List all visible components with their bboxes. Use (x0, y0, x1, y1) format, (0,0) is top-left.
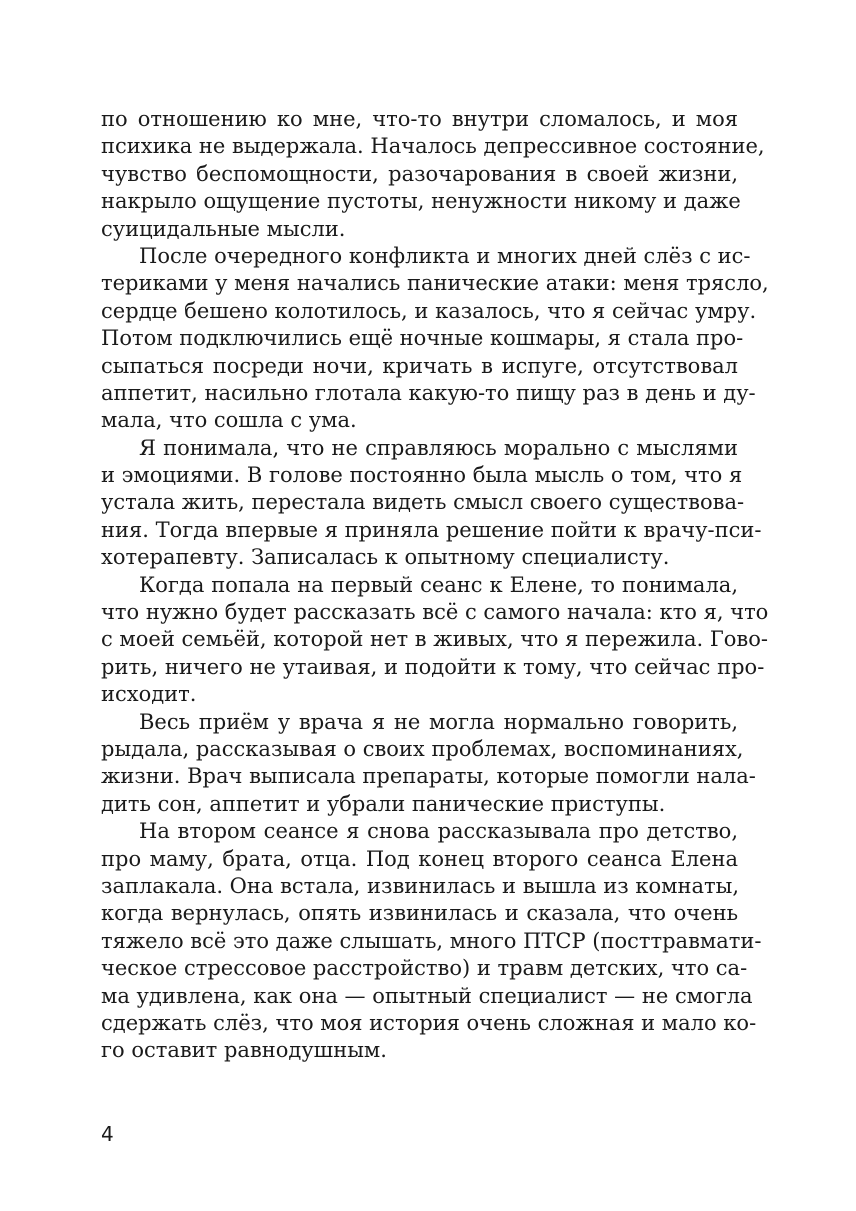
text-line: рыдала, рассказывая о своих проблемах, воспоминаниях, (101, 736, 744, 761)
text-line: когда вернулась, опять извинилась и сказала, что очень (101, 901, 738, 926)
text-line: про маму, брата, отца. Под конец второго сеанса Елена (101, 846, 738, 871)
text-line: и эмоциями. В голове постоянно была мысль о том, что я (101, 463, 743, 488)
text-line: дить сон, аппетит и убрали панические приступы. (101, 791, 666, 816)
text-line: сердце бешено колотилось, и казалось, что я сейчас умру. (101, 298, 757, 323)
text-line: рить, ничего не утаивая, и подойти к тому, что сейчас про- (101, 654, 765, 679)
text-line: устала жить, перестала видеть смысл своего существова- (101, 490, 745, 515)
text-line: мала, что сошла с ума. (101, 408, 357, 433)
text-line: сыпаться посреди ночи, кричать в испуге, отсутствовал (101, 353, 738, 378)
paragraph (101, 435, 762, 572)
text-line: хотерапевту. Записалась к опытному специалисту. (101, 545, 670, 570)
text-line: ческое стрессовое расстройство) и травм детских, что са- (101, 956, 748, 981)
paragraph (101, 572, 769, 709)
text-line: Когда попала на первый сеанс к Елене, то понимала, (139, 572, 738, 597)
text-line: психика не выдержала. Началось депрессивное состояние, (101, 134, 765, 159)
paragraph (101, 818, 762, 1065)
paragraph (101, 709, 756, 819)
paragraph (101, 243, 769, 435)
text-line: аппетит, насильно глотала какую-то пищу раз в день и ду- (101, 380, 756, 405)
text-line: ния. Тогда впервые я приняла решение пойти к врачу-пси- (101, 517, 762, 542)
text-line: суицидальные мысли. (101, 216, 346, 241)
paragraph (101, 106, 765, 243)
text-line: После очередного конфликта и многих дней слёз с ис- (139, 243, 751, 268)
page-number: 4 (101, 1122, 114, 1146)
text-line: Я понимала, что не справляюсь морально с мыслями (139, 435, 738, 460)
text-line: что нужно будет рассказать всё с самого начала: кто я, что (101, 600, 769, 625)
text-line: Потом подключились ещё ночные кошмары, я стала про- (101, 326, 744, 351)
text-line: сдержать слёз, что моя история очень сложная и мало ко- (101, 1010, 757, 1035)
text-line: териками у меня начались панические атаки: меня трясло, (101, 271, 769, 296)
text-line: го оставит равнодушным. (101, 1038, 387, 1063)
text-line: по отношению ко мне, что-то внутри сломалось, и моя (101, 107, 738, 131)
text-line: с моей семьёй, которой нет в живых, что я пережила. Гово- (101, 627, 768, 652)
text-line: ма удивлена, как она — опытный специалист — не смогла (101, 983, 753, 1008)
text-line: исходит. (101, 682, 197, 707)
body-text (101, 106, 769, 1065)
text-line: чувство беспомощности, разочарования в своей жизни, (101, 161, 738, 186)
text-line: На втором сеансе я снова рассказывала про детство, (139, 819, 738, 844)
text-line: заплакала. Она встала, извинилась и вышла из комнаты, (101, 873, 740, 898)
text-line: тяжело всё это даже слышать, много ПТСР (посттравмати- (101, 928, 762, 953)
text-line: жизни. Врач выписала препараты, которые помогли нала- (101, 764, 756, 789)
text-line: накрыло ощущение пустоты, ненужности никому и даже (101, 189, 741, 214)
text-line: Весь приём у врача я не могла нормально говорить, (139, 709, 738, 734)
